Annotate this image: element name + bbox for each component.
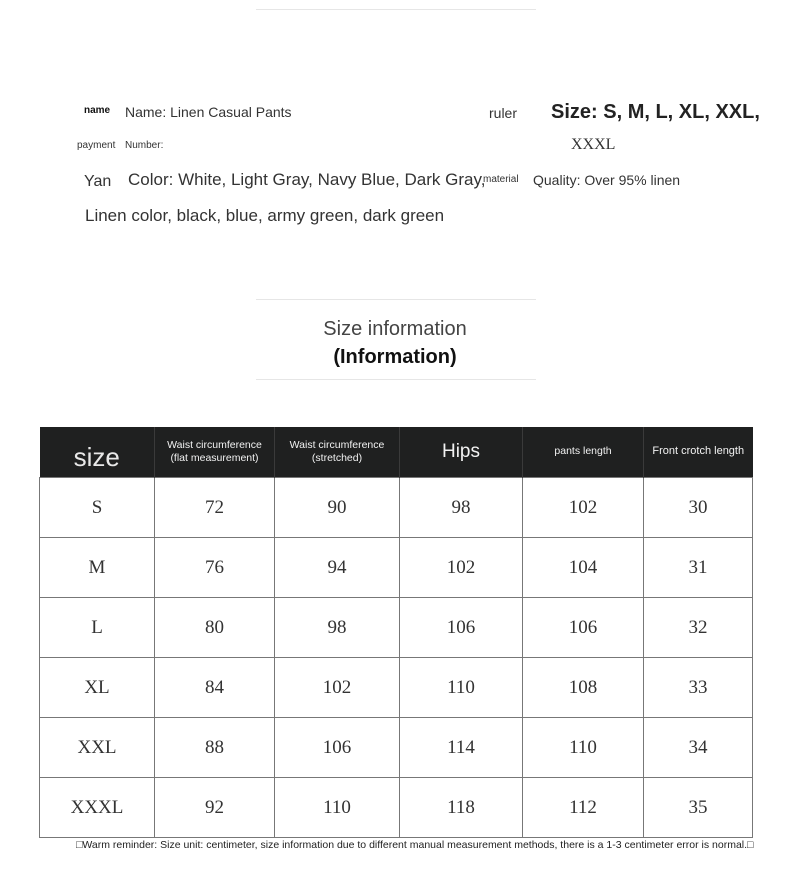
number-label: payment	[77, 140, 116, 151]
table-header-row	[40, 427, 753, 478]
cell-size: XL	[40, 658, 155, 718]
cell-pants-length: 102	[523, 478, 644, 538]
table-row	[40, 538, 753, 598]
cell-waist-stretched: 106	[275, 718, 400, 778]
cell-waist-stretched: 98	[275, 598, 400, 658]
cell-hips: 98	[400, 478, 523, 538]
cell-hips: 102	[400, 538, 523, 598]
table-row	[40, 598, 753, 658]
cell-size: M	[40, 538, 155, 598]
warm-reminder: □Warm reminder: Size unit: centimeter, size information due to different manual measurement methods, there is a 1-3 centimeter error is normal.□	[76, 839, 754, 851]
section-divider-bottom	[256, 379, 536, 380]
size-label: ruler	[489, 105, 518, 121]
cell-hips: 114	[400, 718, 523, 778]
table-row	[40, 778, 753, 838]
cell-waist-flat: 88	[155, 718, 275, 778]
section-divider-top	[256, 299, 536, 300]
header-size: size	[40, 427, 155, 478]
table-row	[40, 658, 753, 718]
cell-front-crotch: 31	[644, 538, 753, 598]
size-line1: Size: S, M, L, XL, XXL,	[551, 101, 760, 123]
cell-pants-length: 108	[523, 658, 644, 718]
header-waist-stretched: Waist circumference (stretched)	[275, 427, 400, 478]
number-value: Number:	[125, 140, 164, 151]
cell-front-crotch: 33	[644, 658, 753, 718]
header-pants-length: pants length	[523, 427, 644, 478]
name-value: Name: Linen Casual Pants	[125, 104, 292, 120]
color-label: Yan	[84, 173, 112, 190]
cell-size: S	[40, 478, 155, 538]
cell-hips: 106	[400, 598, 523, 658]
color-line2: Linen color, black, blue, army green, dark green	[85, 206, 445, 225]
cell-pants-length: 110	[523, 718, 644, 778]
cell-waist-flat: 92	[155, 778, 275, 838]
name-label: name	[84, 105, 111, 116]
top-divider	[256, 9, 536, 10]
material-label: material	[483, 174, 519, 185]
cell-front-crotch: 32	[644, 598, 753, 658]
table-row	[40, 718, 753, 778]
cell-front-crotch: 34	[644, 718, 753, 778]
cell-size: XXL	[40, 718, 155, 778]
material-value: Quality: Over 95% linen	[533, 172, 681, 188]
cell-waist-flat: 72	[155, 478, 275, 538]
cell-hips: 118	[400, 778, 523, 838]
cell-pants-length: 112	[523, 778, 644, 838]
cell-pants-length: 104	[523, 538, 644, 598]
cell-waist-stretched: 102	[275, 658, 400, 718]
header-waist-flat: Waist circumference (flat measurement)	[155, 427, 275, 478]
size-line2: XXXL	[571, 136, 616, 153]
cell-waist-flat: 84	[155, 658, 275, 718]
size-table	[39, 427, 753, 838]
cell-waist-stretched: 110	[275, 778, 400, 838]
header-front-crotch: Front crotch length	[644, 427, 753, 478]
section-subtitle: (Information)	[333, 346, 457, 368]
section-title: Size information	[323, 318, 467, 340]
table-row	[40, 478, 753, 538]
cell-size: L	[40, 598, 155, 658]
cell-size: XXXL	[40, 778, 155, 838]
cell-hips: 110	[400, 658, 523, 718]
cell-front-crotch: 30	[644, 478, 753, 538]
header-hips: Hips	[400, 427, 523, 478]
cell-waist-flat: 76	[155, 538, 275, 598]
cell-waist-stretched: 94	[275, 538, 400, 598]
color-line1: Color: White, Light Gray, Navy Blue, Dark Gray,	[128, 170, 486, 189]
cell-waist-flat: 80	[155, 598, 275, 658]
cell-front-crotch: 35	[644, 778, 753, 838]
cell-pants-length: 106	[523, 598, 644, 658]
cell-waist-stretched: 90	[275, 478, 400, 538]
